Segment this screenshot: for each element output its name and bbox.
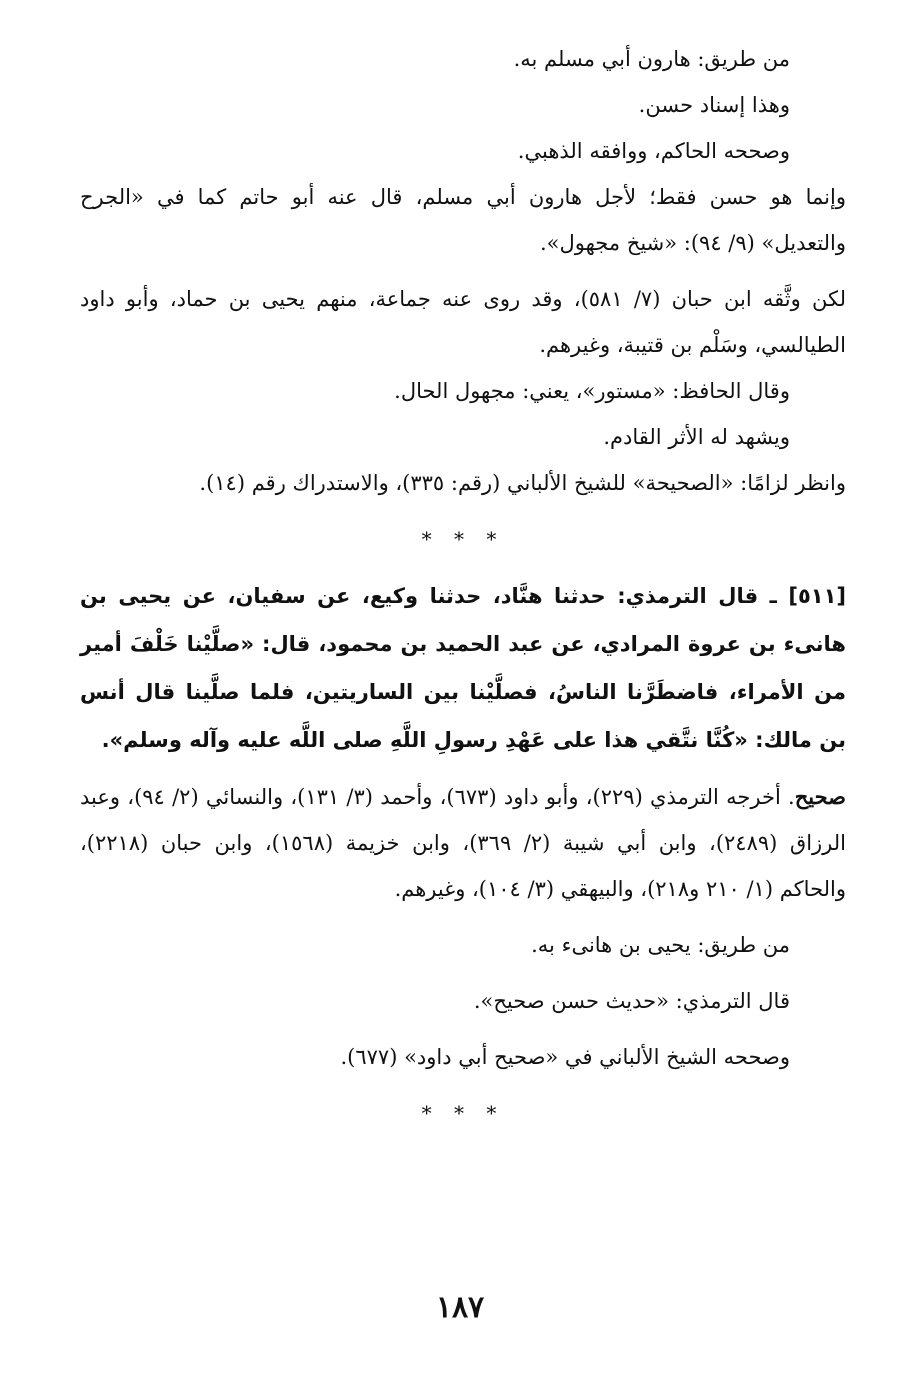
text-line: وصححه الحاكم، ووافقه الذهبي. — [517, 139, 790, 163]
section-separator: * * * — [421, 527, 505, 551]
takhrij-text: . أخرجه الترمذي (٢٢٩)، وأبو داود (٦٧٣)، وأحمد (٣/ ١٣١)، والنسائي (٢/ ٩٤)، وعبد الرزاق (٢٤٨٩)، وابن أبي شيبة (٢/ ٣٦٩)، وابن خزيمة (١٥٦٨)، وابن حبان (٢٢١٨)، والحاكم (١/ ٢١٠ و٢١٨)، والبيهقي (٣/ ١٠٤)، وغيرهم. — [80, 785, 846, 901]
text-paragraph: لكن وثَّقه ابن حبان (٧/ ٥٨١)، وقد روى عنه جماعة، منهم يحيى بن حماد، وأبو داود الطيالسي، وسَلْم بن قتيبة، وغيرهم. — [80, 287, 846, 357]
section-separator: * * * — [421, 1101, 505, 1125]
hadith-text: [٥١١] ـ قال الترمذي: حدثنا هنَّاد، حدثنا وكيع، عن سفيان، عن يحيى بن هانىء بن عروة المرادي، عن عبد الحميد بن محمود، قال: «صلَّيْنا خَلْفَ أمير من الأمراء، فاضطَرَّنا الناسُ، فصلَّيْنا بين الساريتين، فلما صلَّينا قال أنس بن مالك: «كُنَّا نتَّقي هذا على عَهْدِ رسولِ اللَّهِ صلى اللَّه عليه وآله وسلم». — [80, 584, 846, 752]
takhrij-paragraph — [80, 774, 846, 912]
text-line: من طريق: هارون أبي مسلم به. — [513, 47, 790, 71]
grade-label: صحيح — [794, 784, 846, 809]
text-line: وصححه الشيخ الألباني في «صحيح أبي داود» (٦٧٧). — [340, 1045, 790, 1069]
text-paragraph: وانظر لزامًا: «الصحيحة» للشيخ الألباني (رقم: ٣٣٥)، والاستدراك رقم (١٤). — [199, 471, 846, 495]
text-line: من طريق: يحيى بن هانىء به. — [531, 933, 790, 957]
text-paragraph: وإنما هو حسن فقط؛ لأجل هارون أبي مسلم، قال عنه أبو حاتم كما في «الجرح والتعديل» (٩/ ٩٤): «شيخ مجهول». — [80, 185, 846, 255]
page-body — [80, 36, 846, 1146]
text-line: ويشهد له الأثر القادم. — [603, 425, 790, 449]
text-line: وهذا إسناد حسن. — [638, 93, 790, 117]
text-line: وقال الحافظ: «مستور»، يعني: مجهول الحال. — [394, 379, 790, 403]
text-line: قال الترمذي: «حديث حسن صحيح». — [473, 989, 790, 1013]
page-number: ١٨٧ — [435, 1290, 485, 1325]
